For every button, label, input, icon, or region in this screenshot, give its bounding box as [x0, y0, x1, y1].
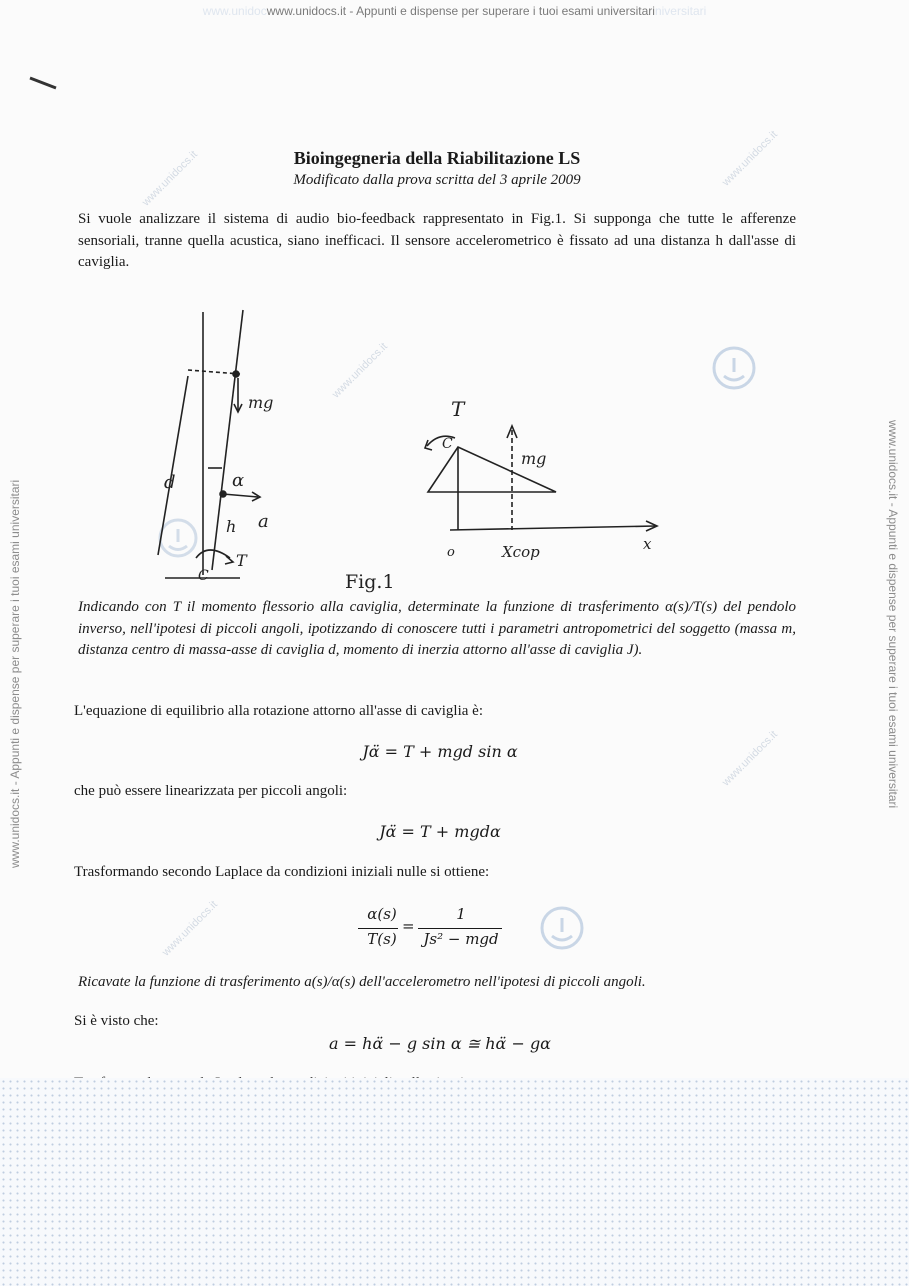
document-title: Bioingegneria della Riabilitazione LS [293, 148, 581, 168]
label-mg-left: mg [248, 393, 274, 412]
ghost-watermark-left: www.unidoc [202, 4, 267, 18]
diagonal-watermark: www.unidocs.it [140, 148, 200, 209]
figure-caption: Fig.1 [345, 571, 395, 593]
question-2: Ricavate la funzione di trasferimento a(s)/α(s) dell'accelerometro nell'ipotesi di piccoli angoli. [78, 974, 646, 990]
figure-labels [164, 393, 652, 593]
question-1: Indicando con T il momento flessorio alla caviglia, determinate la funzione di trasferimento α(s)/T(s) del pendolo inverso, nell'ipotesi di piccoli angoli, ipotizzando di conoscere tutti i parametri antropometrici del soggetto (massa m, distanza centro di massa-asse di caviglia d, momento di inerzia attorno all'asse di caviglia J). [78, 599, 796, 658]
label-t-left: T [236, 551, 247, 570]
corner-mark-icon [30, 78, 56, 88]
equation-3: a = hα̈ − g sin α ≅ hα̈ − gα [329, 1034, 551, 1053]
label-origin: o [447, 545, 455, 560]
label-alpha: α [232, 470, 245, 491]
label-xcop: Xcop [502, 543, 540, 561]
label-h: h [226, 517, 237, 536]
label-x: x [643, 535, 652, 553]
equation-2: Jα̈ = T + mgdα [379, 822, 501, 841]
unidocs-logo-icon [160, 520, 196, 556]
tf-den-left: T(s) [367, 930, 397, 948]
unidocs-logo-icon [542, 908, 582, 948]
label-t-right: T [451, 397, 465, 421]
ghost-watermark-right: niversitari [654, 4, 707, 18]
left-side-watermark: www.unidocs.it - Appunti e dispense per superare i tuoi esami universitari [8, 479, 22, 868]
text-linearized: che può essere linearizzata per piccoli angoli: [74, 783, 348, 799]
tf-num-left: α(s) [367, 905, 397, 923]
unidocs-logo-icon [714, 348, 754, 388]
intro-paragraph: Si vuole analizzare il sistema di audio bio-feedback rappresentato in Fig.1. Si supponga che tutte le afferenze sensoriali, tranne quella acustica, siano inefficaci. Il sensore accelerometrico è fissato ad una distanza h dall'asse di caviglia. [78, 211, 796, 270]
label-c-right: C [442, 436, 453, 452]
fraction-bar-right [418, 928, 502, 929]
tf-num-right: 1 [456, 905, 466, 923]
equation-1: Jα̈ = T + mgd sin α [362, 742, 518, 761]
label-d: d [164, 472, 176, 493]
diagonal-watermark: www.unidocs.it [160, 898, 220, 959]
fraction-bar-left [358, 928, 398, 929]
equals-sign: = [402, 917, 415, 935]
top-watermark-text: www.unidocs.it - Appunti e dispense per superare i tuoi esami universitari [266, 4, 655, 18]
pendulum-diagram [158, 310, 260, 578]
diagonal-watermark: www.unidocs.it [720, 728, 780, 789]
dotted-scan-area [0, 1078, 909, 1286]
diagonal-watermark: www.unidocs.it [720, 128, 780, 189]
text-seen: Si è visto che: [74, 1013, 159, 1029]
text-laplace: Trasformando secondo Laplace da condizioni iniziali nulle si ottiene: [74, 864, 490, 880]
label-a: a [258, 511, 269, 532]
label-c-left: C [198, 568, 209, 584]
diagonal-watermark: www.unidocs.it [330, 340, 390, 401]
document-subtitle: Modificato dalla prova scritta del 3 aprile 2009 [293, 172, 581, 188]
tf-den-right: Js² − mgd [423, 930, 499, 948]
right-side-watermark: www.unidocs.it - Appunti e dispense per superare i tuoi esami universitari [886, 420, 900, 809]
label-mg-right: mg [521, 449, 547, 468]
text-equilibrium: L'equazione di equilibrio alla rotazione attorno all'asse di caviglia è: [74, 703, 483, 719]
cop-diagram [425, 426, 657, 531]
